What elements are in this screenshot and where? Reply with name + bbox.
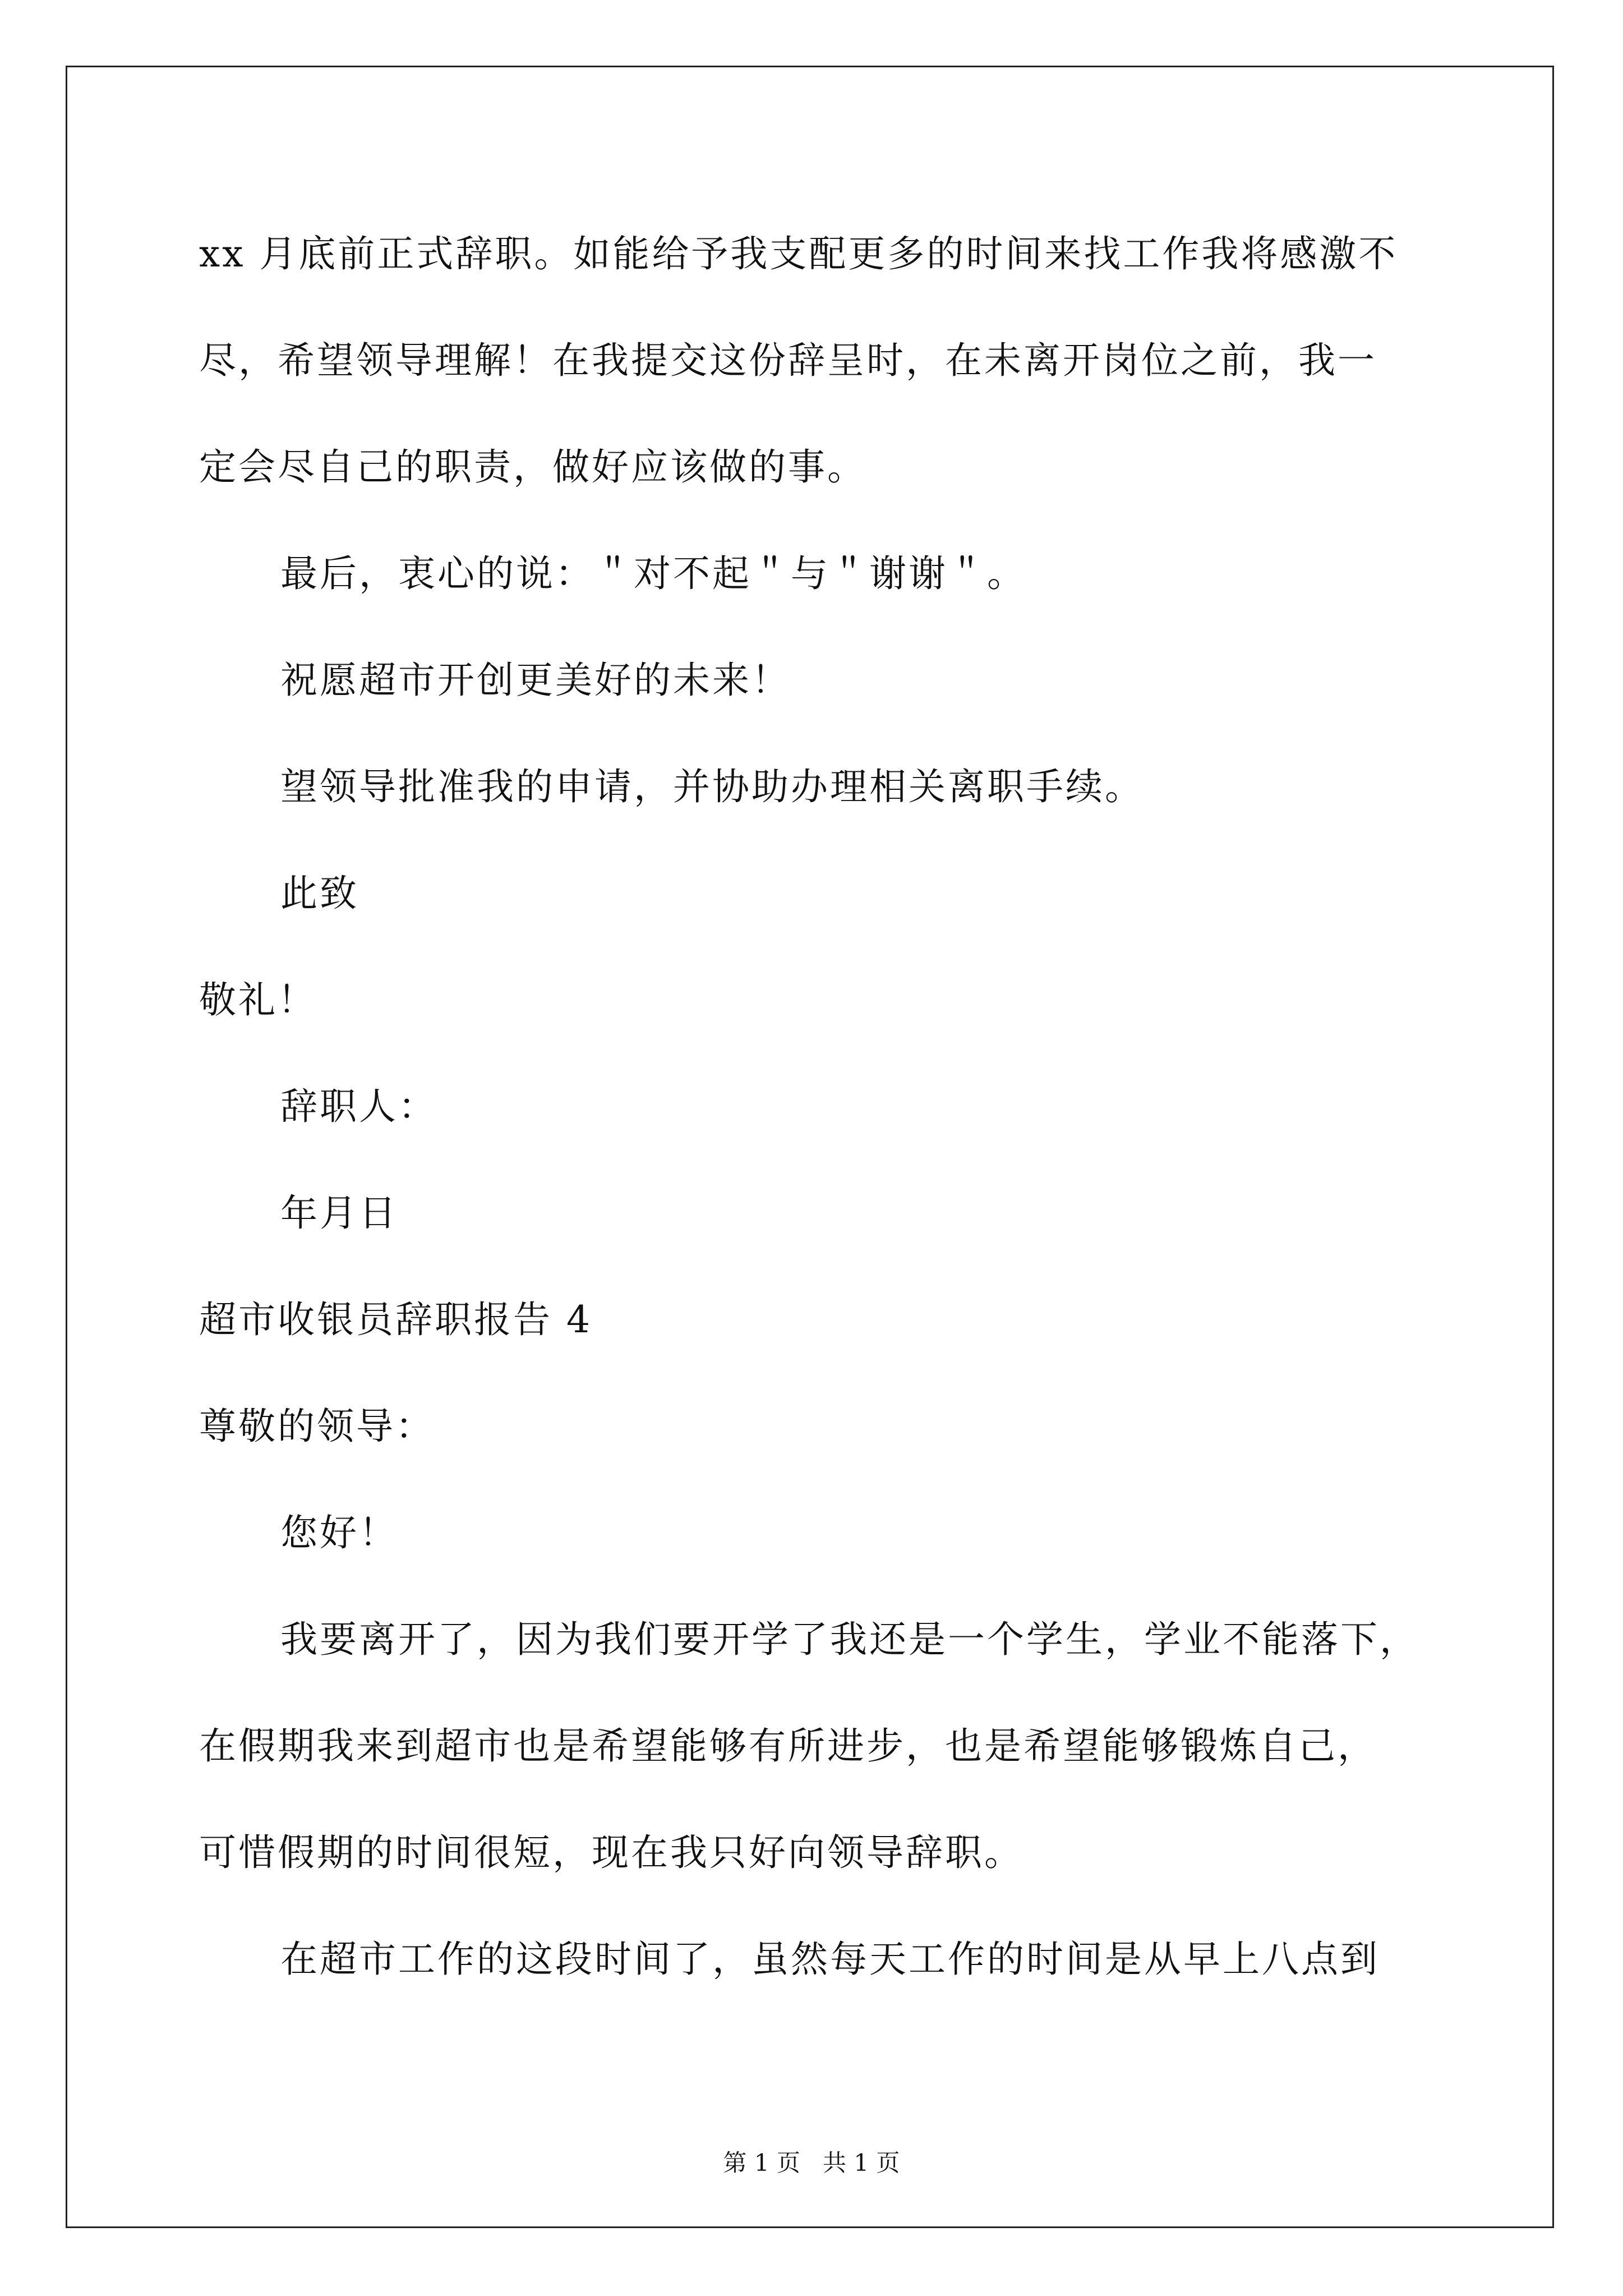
greeting: 尊敬的领导： [199,1405,435,1448]
body-line-1: xx 月底前正式辞职。如能给予我支配更多的时间来找工作我将感激不 [199,232,1398,275]
body-line-4: 最后，衷心的说：＂对不起＂与＂谢谢＂。 [280,552,1026,595]
body-line-14: 我要离开了，因为我们要开学了我还是一个学生，学业不能落下， [280,1618,1419,1661]
page-border [66,66,1554,2228]
date-label: 年月日 [280,1191,398,1235]
hello-line: 您好！ [280,1511,398,1554]
body-line-16: 可惜假期的时间很短，现在我只好向领导辞职。 [199,1831,1023,1874]
body-line-5: 祝愿超市开创更美好的未来！ [280,659,791,702]
section-title: 超市收银员辞职报告 4 [199,1298,592,1341]
closing-salutation: 此致 [280,872,359,915]
body-line-17: 在超市工作的这段时间了，虽然每天工作的时间是从早上八点到 [280,1938,1380,1981]
body-line-2: 尽，希望领导理解！在我提交这份辞呈时，在未离开岗位之前，我一 [199,339,1377,382]
body-line-15: 在假期我来到超市也是希望能够有所进步，也是希望能够锻炼自己， [199,1724,1377,1768]
body-line-3: 定会尽自己的职责，做好应该做的事。 [199,445,866,489]
closing-respect: 敬礼！ [199,978,317,1022]
signature-label: 辞职人： [280,1085,437,1128]
body-line-6: 望领导批准我的申请，并协助办理相关离职手续。 [280,765,1144,808]
page-footer: 第 1 页 共 1 页 [723,2149,900,2177]
